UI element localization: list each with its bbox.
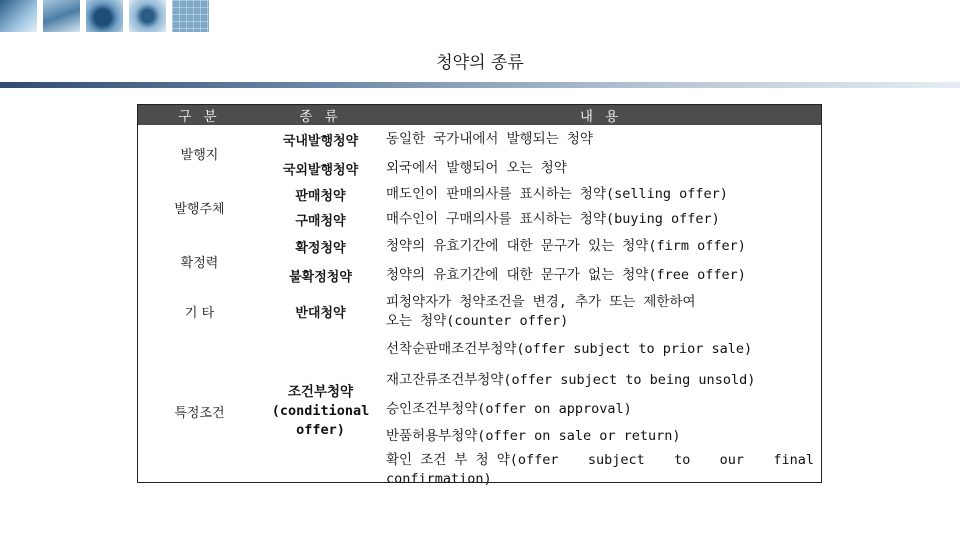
content-cell: 동일한 국가내에서 발행되는 청약	[386, 131, 593, 147]
group-issuing-party: 발행주체	[174, 201, 225, 217]
group-firmness: 확정력	[180, 255, 219, 271]
content-cell: 청약의 유효기간에 대한 문구가 없는 청약(free offer)	[386, 267, 746, 283]
title-divider-band	[0, 82, 960, 88]
group-special: 특정조건	[174, 405, 225, 421]
header-thumbnail-strip	[0, 0, 215, 32]
type-cell: 국외발행청약	[282, 162, 359, 178]
thumbnail-image-4	[129, 0, 166, 32]
type-cell-conditional	[261, 333, 380, 489]
content-cell: 매수인이 구매의사를 표시하는 청약(buying offer)	[386, 211, 720, 227]
type-line: (conditional	[271, 402, 370, 419]
type-cell: 불확정청약	[289, 270, 352, 285]
content-cell: 외국에서 발행되어 오는 청약	[386, 159, 567, 176]
content-cell	[380, 450, 822, 489]
page-title: 청약의 종류	[436, 53, 524, 73]
content-cell: 승인조건부청약(offer on approval)	[386, 401, 632, 417]
content-cell: 반품허용부청약(offer on sale or return)	[386, 428, 681, 444]
content-line: confirmation)	[386, 470, 492, 487]
content-word: final	[773, 451, 814, 468]
content-word: subject	[587, 451, 645, 468]
content-cell: 매도인이 판매의사를 표시하는 청약(selling offer)	[386, 186, 728, 202]
type-cell: 판매청약	[295, 189, 346, 204]
thumbnail-image-5	[172, 0, 209, 32]
content-cell: 재고잔류조건부청약(offer subject to being unsold)	[386, 372, 756, 388]
header-category: 구 분	[138, 105, 261, 125]
thumbnail-image-1	[0, 0, 37, 32]
content-cell: 선착순판매조건부청약(offer subject to prior sale)	[386, 340, 753, 357]
group-other: 기 타	[184, 306, 215, 321]
content-word: our	[719, 451, 745, 468]
thumbnail-image-2	[43, 0, 80, 32]
type-cell: 반대청약	[295, 306, 346, 321]
content-word: to	[674, 451, 691, 468]
type-cell: 구매청약	[295, 214, 346, 229]
content-cell	[380, 290, 822, 333]
content-cell: 청약의 유효기간에 대한 문구가 있는 청약(firm offer)	[386, 238, 746, 254]
type-cell: 확정청약	[295, 241, 346, 256]
table-row	[138, 290, 822, 333]
table-row	[138, 125, 822, 154]
group-issuer: 발행지	[180, 148, 219, 163]
table-row	[138, 232, 822, 261]
content-line: 오는 청약(counter offer)	[386, 312, 569, 329]
table-header-row	[138, 105, 822, 125]
offer-types-table	[138, 105, 822, 489]
header-content: 내 용	[380, 105, 822, 125]
type-cell: 국내발행청약	[282, 134, 359, 149]
thumbnail-image-3	[86, 0, 123, 32]
table-row	[138, 333, 822, 365]
type-line: 조건부청약	[287, 383, 354, 400]
header-type: 종 류	[261, 105, 380, 125]
content-line-justified	[386, 451, 822, 470]
type-line: offer)	[296, 421, 345, 438]
content-line: 피청약자가 청약조건을 변경, 추가 또는 제한하여	[386, 293, 696, 310]
content-word: 확인 조건 부 청 약(offer	[386, 451, 559, 468]
table-row	[138, 182, 822, 207]
